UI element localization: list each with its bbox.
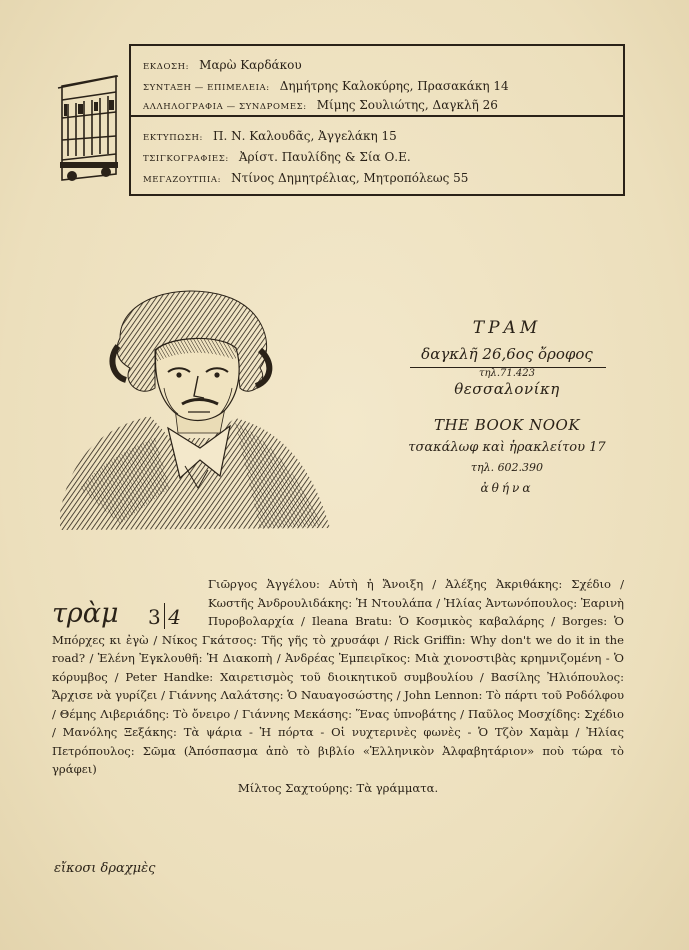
colophon-label: ΜΕΓΑΖΟΥΤΠΙΑ: [143,175,222,185]
issue-number-b: 4 [168,605,181,629]
bookshop-city: ἀθήνα [480,481,534,495]
colophon-label: ΣΥΝΤΑΞΗ — ΕΠΙΜΕΛΕΙΑ: [143,83,270,93]
publisher-name: ΤΡΑΜ [472,318,542,338]
colophon-value: Ἀρίστ. Παυλίδης & Σία Ο.Ε. [238,150,411,164]
publisher-street: δαγκλῆ 26,6ος ὄροφος [421,345,593,363]
portrait-engraving [60,288,332,530]
bookshop-name: THE BOOK NOOK [433,416,581,434]
colophon-row [143,75,509,94]
bookshop-phone: τηλ. 602.390 [470,461,544,474]
colophon-row [143,125,397,144]
issue-title: τρὰμ [52,598,119,629]
colophon-box [129,44,625,196]
contents-text: Γιῶργος Ἀγγέλου: Αὐτὴ ἡ Ἄνοιξη / Ἀλέξης Ἀκριθάκης: Σχέδιο / Κωστῆς Ἀνδρουλιδάκης: Ἡ Ντουλάπα / Ἠλίας Ἀντωνόπουλος: Ἐαρινὴ Πυροβολαρχία / Ileana Bratu: Ὁ Κοσμικὸς καβαλάρης / Borges: Ὁ Μπόρχες κι ἐγὼ / Νίκος Γκάτσος: Τῆς γῆς τὸ χρυσάφι / Rick Griffin: Why don't we do it in the road? / Ἑλένη Ἐγκλουθῆ: Ἡ Διακοπὴ / Ἀνδρέας Ἐμπειρῖκος: Μιὰ χιονοστιβὰς κρημνιζομένη - Ὁ κόρυμβος / Peter Handke: Χαιρετισμὸς τοῦ διοικητικοῦ συμβουλίου / Βασίλης Ἠλιόπουλος: Ἄρχισε νὰ γυρίζει / Γιάννης Λαλάτσης: Ὁ Ναυαγοσώστης / John Lennon: Τὸ πάρτι τοῦ Ροδόλφου / Θέμης Λιβεριάδης: Τὸ ὄνειρο / Γιάννης Μεκάσης: Ἕνας ὑπνοβάτης / Παῦλος Μοσχίδης: Σχέδιο / Μανόλης Ξεξάκης: Τὰ ψάρια - Ἡ πόρτα - Οἱ νυχτερινὲς φωνὲς - Ὁ Τζὸν Χαμὰμ / Ἠλίας Πετρόπουλος: Σῶμα (Ἀπόσπασμα ἀπὸ τὸ βιβλίο «Ἑλληνικὸν Ἀλφαβητάριον» ποὺ τώρα τὸ γράφει) [52,577,624,776]
colophon-value: Δημήτρης Καλοκύρης, Πρασακάκη 14 [279,79,509,93]
contents-last-line: Μίλτος Σαχτούρης: Τὰ γράμματα. [237,780,439,795]
colophon-row [143,94,498,113]
colophon-value: Μαρὼ Καρδάκου [199,58,302,72]
tram-logo-icon [54,74,124,184]
colophon-value: Μίμης Σουλιώτης, Δαγκλῆ 26 [316,98,498,112]
title-float-gap [52,575,208,615]
publisher-phone: τηλ.71.423 [478,368,536,379]
table-of-contents [52,575,624,797]
bookshop-street: τσακάλωφ καὶ ἡρακλείτου 17 [408,440,606,455]
colophon-row [143,54,302,73]
colophon-row [143,146,411,165]
publisher-city: θεσσαλονίκη [454,380,560,398]
colophon-row [143,167,468,186]
issue-number-a: 3 [148,605,161,629]
price: εἴκοσι δραχμὲς [54,861,156,876]
colophon-label: ΕΚΔΟΣΗ: [143,62,190,72]
colophon-value: Ντίνος Δημητρέλιας, Μητροπόλεως 55 [231,171,469,185]
colophon-label: ΕΚΤΥΠΩΣΗ: [143,133,203,143]
colophon-label: ΑΛΛΗΛΟΓΡΑΦΙΑ — ΣΥΝΔΡΟΜΕΣ: [143,102,307,112]
colophon-label: ΤΣΙΓΚΟΓΡΑΦΙΕΣ: [143,154,229,164]
colophon-divider [129,115,625,117]
colophon-value: Π. Ν. Καλουδᾶς, Ἀγγελάκη 15 [212,129,397,143]
